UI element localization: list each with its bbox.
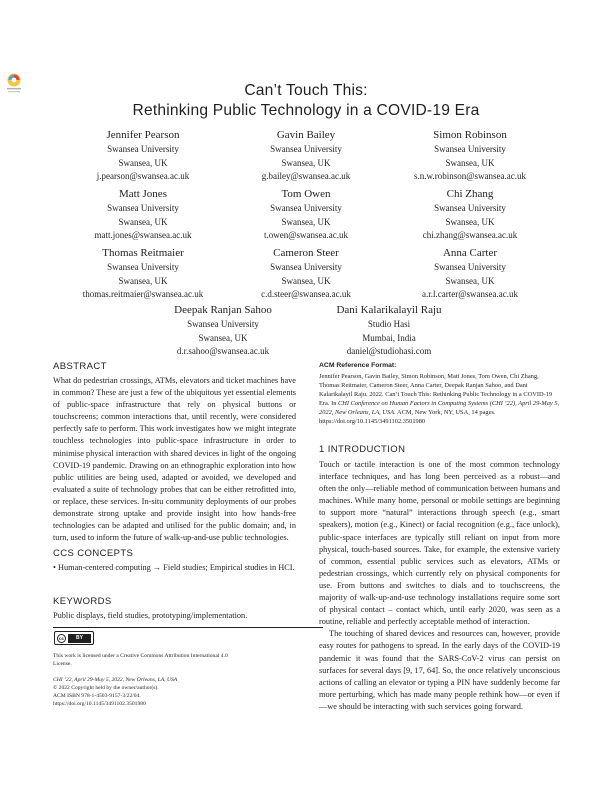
copyright-line: © 2022 Copyright held by the owner/author(s). <box>53 685 159 691</box>
reference-venue: CHI Conference on Human Factors in Computing Systems (CHI ’22), April 29-May 5, 2022, New Orleans, LA, USA. <box>319 400 560 416</box>
author-block <box>304 303 474 359</box>
author-block <box>221 246 391 302</box>
introduction-text <box>319 459 560 713</box>
abstract-paragraph: What do pedestrian crossings, ATMs, elevators and ticket machines have in common? These are just a few of the ubiquitous yet essential elements of public-space infrastructure that rely on physical buttons or touchscreens; common interactions that, until recently, were considered perfectly safe to perform. This work investigates how we might integrate touchless technologies into public-space infrastructure in order to minimise physical interaction with shared devices in light of the ongoing COVID-19 pandemic. Drawing on an ethnographic exploration into how public utilities are being used, adapted or avoided, we developed and evaluated a suite of technology probes that can be either retrofitted into, or replace, these services. In-situ community deployments of our probes demonstrate strong uptake and provide insight into how hands-free technologies can be adapted and utilised for the public domain; and, in turn, used to inform the future of walk-up-and-use public technologies. <box>53 376 296 543</box>
paper-title-line-2: Rethinking Public Technology in a COVID-19 Era <box>132 102 480 119</box>
author-affiliation: Swansea University <box>270 203 342 213</box>
introduction-heading: 1 INTRODUCTION <box>319 444 406 455</box>
author-affiliation: Swansea University <box>187 319 259 329</box>
author-name: Dani Kalarikalayil Raju <box>336 304 442 316</box>
cc-icon: cc <box>58 635 64 641</box>
author-location: Swansea, UK <box>445 216 495 227</box>
author-affiliation: Swansea University <box>107 262 179 272</box>
author-email[interactable]: thomas.reitmaier@swansea.ac.uk <box>82 289 204 300</box>
doi-link[interactable]: https://doi.org/10.1145/3491102.3501980 <box>53 701 146 707</box>
author-block <box>385 128 555 184</box>
author-location: Swansea, UK <box>445 157 495 168</box>
reference-format-text <box>319 372 560 426</box>
author-block <box>221 187 391 243</box>
author-name: Anna Carter <box>442 247 498 259</box>
author-name: Tom Owen <box>281 188 331 200</box>
abstract-heading: ABSTRACT <box>53 361 107 372</box>
author-block <box>221 128 391 184</box>
author-name: Simon Robinson <box>433 129 507 141</box>
venue-line: CHI ’22, April 29-May 5, 2022, New Orleans, LA, USA <box>53 677 178 683</box>
author-name: Deepak Ranjan Sahoo <box>174 304 272 316</box>
intro-paragraph-2: The touching of shared devices and resources can, however, provide easy routes for pathogens to spread. In the early days of the COVID-19 pandemic it was found that the SARS-CoV-2 virus can persist on surfaces for several days [9, 17, 64]. So, the once relatively unconscious actions of calling an elevator or typing a PIN have suddenly become far more perturbing, which has made many people rethink how—or even if—we should be interacting with such services going forward. <box>319 629 560 711</box>
author-affiliation: Studio Hasi <box>367 319 411 329</box>
author-affiliation: Swansea University <box>270 144 342 154</box>
creative-commons-badge[interactable] <box>54 631 94 645</box>
author-location: Swansea, UK <box>118 275 168 286</box>
author-location: Swansea, UK <box>445 275 495 286</box>
author-name: Gavin Bailey <box>276 129 336 141</box>
abstract-text <box>53 375 296 544</box>
author-affiliation: Swansea University <box>434 203 506 213</box>
author-affiliation: Swansea University <box>434 144 506 154</box>
keywords-heading: KEYWORDS <box>53 596 112 607</box>
reference-format-heading: ACM Reference Format: <box>319 362 397 369</box>
reference-text-end: ACM, New York, NY, USA, 14 pages. https://doi.org/10.1145/3491102.3501980 <box>319 409 496 425</box>
author-location: Swansea, UK <box>281 275 331 286</box>
author-block <box>385 246 555 302</box>
author-block <box>385 187 555 243</box>
ccs-heading: CCS CONCEPTS <box>53 548 134 559</box>
author-block <box>138 303 308 359</box>
paper-title-line-1: Can’t Touch This: <box>244 82 368 99</box>
license-text: This work is licensed under a Creative Commons Attribution International 4.0 License. <box>53 653 228 667</box>
author-location: Swansea, UK <box>118 157 168 168</box>
author-email[interactable]: s.n.w.robinson@swansea.ac.uk <box>414 171 526 182</box>
author-email[interactable]: t.owen@swansea.ac.uk <box>263 230 348 241</box>
reference-text-start: Jennifer Pearson, Gavin Bailey, Simon Robinson, Matt Jones, Tom Owen, Chi Zhang, Thomas Reitmaier, Cameron Steer, Anna Carter, Deepak Ranjan Sahoo, and Dani Kalarikalayil Raju. 2022. Can’t Touch This: Rethinking Public Technology in a COVID-19 Era. In <box>319 373 553 407</box>
author-block <box>58 187 228 243</box>
author-location: Swansea, UK <box>281 216 331 227</box>
intro-paragraph-1: Touch or tactile interaction is one of the most common technology interface techniques, and has long been perceived as a robust—and often the only—reliable method of communication between humans and machines. While many home, personal or mobile settings are beginning to support more “natural” interactions through speech (e.g., smart speakers), motion (e.g., Kinect) or facial recognition (e.g., face unlock), public-space interfaces are typically still reliant on input from more physical, touch-based sources. Take, for example, the extensive variety of common, essential public services such as elevators, ATMs or pedestrian crossings, which currently rely on physical components for use. From buttons and switches to dials and to touchscreens, the majority of walk-up-and-use technology installations require some sort of physical contact – contact which, until early 2020, was seen as a routine, reliable and perfectly acceptable method of interaction. <box>319 460 560 627</box>
author-location: Swansea, UK <box>198 332 248 343</box>
author-affiliation: Swansea University <box>107 144 179 154</box>
footnote-rule <box>53 627 323 628</box>
author-affiliation: Swansea University <box>434 262 506 272</box>
author-email[interactable]: matt.jones@swansea.ac.uk <box>94 230 192 241</box>
ccs-concepts: • Human-centered computing → Field studies; Empirical studies in HCI. <box>53 563 295 572</box>
author-email[interactable]: daniel@studiohasi.com <box>346 346 432 357</box>
author-block <box>58 128 228 184</box>
author-email[interactable]: chi.zhang@swansea.ac.uk <box>422 230 518 241</box>
isbn-line: ACM ISBN 978-1-4503-9157-3/22/04. <box>53 693 141 699</box>
keywords-text: Public displays, field studies, prototyping/implementation. <box>53 611 248 620</box>
author-email[interactable]: g.bailey@swansea.ac.uk <box>261 171 351 182</box>
author-email[interactable]: j.pearson@swansea.ac.uk <box>96 171 190 182</box>
author-block <box>58 246 228 302</box>
author-name: Matt Jones <box>119 188 167 200</box>
author-email[interactable]: d.r.sahoo@swansea.ac.uk <box>176 346 270 357</box>
author-email[interactable]: a.r.l.carter@swansea.ac.uk <box>422 289 518 300</box>
author-affiliation: Swansea University <box>270 262 342 272</box>
author-location: Swansea, UK <box>281 157 331 168</box>
author-name: Jennifer Pearson <box>106 129 180 141</box>
author-affiliation: Swansea University <box>107 203 179 213</box>
author-email[interactable]: c.d.steer@swansea.ac.uk <box>261 289 351 300</box>
author-location: Swansea, UK <box>118 216 168 227</box>
author-name: Cameron Steer <box>273 247 339 259</box>
author-name: Chi Zhang <box>446 188 494 200</box>
by-icon: BY <box>68 634 91 643</box>
author-name: Thomas Reitmaier <box>102 247 184 259</box>
author-location: Mumbai, India <box>362 332 416 343</box>
